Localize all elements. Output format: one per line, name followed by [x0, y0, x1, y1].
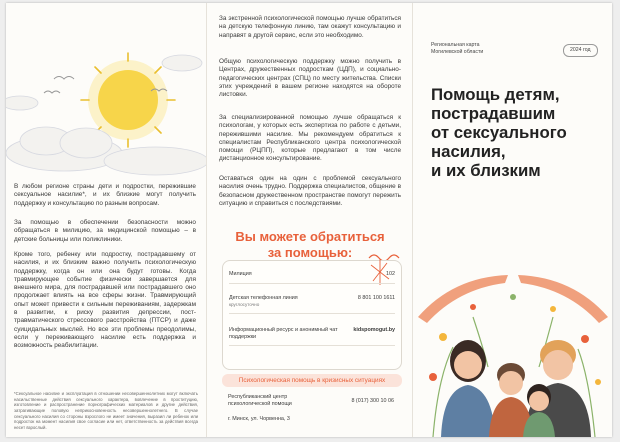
contact-name — [229, 295, 339, 308]
org-line1: Региональная карта — [431, 42, 480, 48]
center-address: г. Минск, ул. Чорвенна, 3 — [228, 416, 290, 422]
title-line: от сексуального — [431, 123, 567, 142]
specialized-help-paragraph: За специализированной помощью лучше обращаться к психологам, у которых есть экспертиза по работе с детьми, пережившими насилие. Мы рекомендуем обратиться к специалистам Республиканского центра психологической помощи (РЦПП), которые предлагают в том числе дистанционное консультирование. — [219, 114, 401, 163]
middle-panel — [206, 3, 413, 437]
title-line: и их близким — [431, 161, 541, 180]
contact-link[interactable]: kidspomogut.by — [353, 327, 395, 333]
brochure-sheet — [6, 3, 612, 437]
cta-heading-line1: Вы можете обратиться — [235, 229, 385, 244]
cta-heading-line2: за помощью: — [267, 245, 353, 260]
contact-row-childline — [229, 295, 395, 314]
year-badge: 2024 год — [563, 44, 598, 57]
title-line: Помощь детям, — [431, 85, 560, 104]
contact-name-main: Детская телефонная линия — [229, 295, 298, 301]
org-line2: Могилевской области — [431, 48, 484, 55]
right-panel — [412, 3, 612, 437]
contact-number[interactable]: 102 — [386, 271, 395, 277]
general-support-paragraph: Общую психологическую поддержку можно получить в Центрах, дружественных подросткам (ЦДП), и социально-педагогических центрах (СПЦ) по месту жительства. Списки этих учреждений в вашем регионе находятся на обороте листовки. — [219, 58, 401, 99]
sun-clouds-illustration — [6, 3, 206, 178]
footnote: *Сексуальное насилие и эксплуатация в отношении несовершеннолетних могут включать насильственные действия сексуального характера, вовлечение в проституцию, изготовление и распространение порнографических материалов и другие действия, затрагивающие половую неприкосновенность несовершеннолетнего. В случае сексуального насилия со стороны взрослого не имеет значения, выразил ли ребенок или подросток на момент насилия свое согласие или нет, ответственность за действия всегда несет взрослый. — [14, 391, 198, 430]
center-name: Республиканский центр психологической помощи — [228, 394, 292, 407]
contact-row-online — [229, 327, 395, 346]
contact-row-police — [229, 271, 395, 284]
center-phone[interactable]: 8 (017) 300 10 06 — [351, 398, 394, 404]
left-panel — [6, 3, 206, 437]
safety-paragraph: За помощью в обеспечении безопасности можно обращаться в милицию, за медицинской помощью – в детские больницы или поликлиники. — [14, 219, 196, 243]
org-label — [431, 42, 483, 55]
contact-name: Милиция — [229, 271, 252, 277]
support-paragraph: Кроме того, ребенку или подростку, пострадавшему от насилия, и их близким важно получить психологическую поддержку, когда он или она будут готовы. Когда травмирующее событие физически завершается для внешнего мира, для пострадавшей или пострадавшего оно продолжает влиять на все сферы жизни. Травмирующий опыт может привести к сильным переживаниям, задержкам в развитии, к риску развития депрессии, пост-травматического стрессового расстройства (ПТСР) и даже суицидальных мыслей. Но все эти проблемы преодолимы, если у переживающего насилие есть поддержка и возможность реабилитации. — [14, 251, 196, 350]
contacts-box — [222, 260, 402, 370]
title-line: насилия, — [431, 142, 506, 161]
emergency-paragraph: За экстренной психологической помощью лучше обратиться на детскую телефонную линию, там окажут консультацию и направят в другой сервис, если это необходимо. — [219, 15, 401, 39]
crisis-help-label: Психологическая помощь в кризисных ситуациях — [222, 374, 402, 387]
closing-paragraph: Оставаться один на один с проблемой сексуального насилия очень трудно. Поддержка специалистов, общение в безопасном дружественном пространстве помогут пережить ситуацию и справиться с последствиями. — [219, 175, 401, 207]
family-illustration — [413, 257, 612, 437]
contact-name: Информационный ресурс и анонимный чат поддержки — [229, 327, 338, 340]
contact-number[interactable]: 8 801 100 1611 — [357, 295, 395, 301]
contact-name-sub: круглосуточно — [229, 301, 260, 307]
intro-paragraph: В любом регионе страны дети и подростки, пережившие сексуальное насилие*, и их близкие могут получить поддержку и консультацию по разным вопросам. — [14, 183, 196, 207]
brochure-title — [431, 85, 606, 180]
title-line: пострадавшим — [431, 104, 556, 123]
